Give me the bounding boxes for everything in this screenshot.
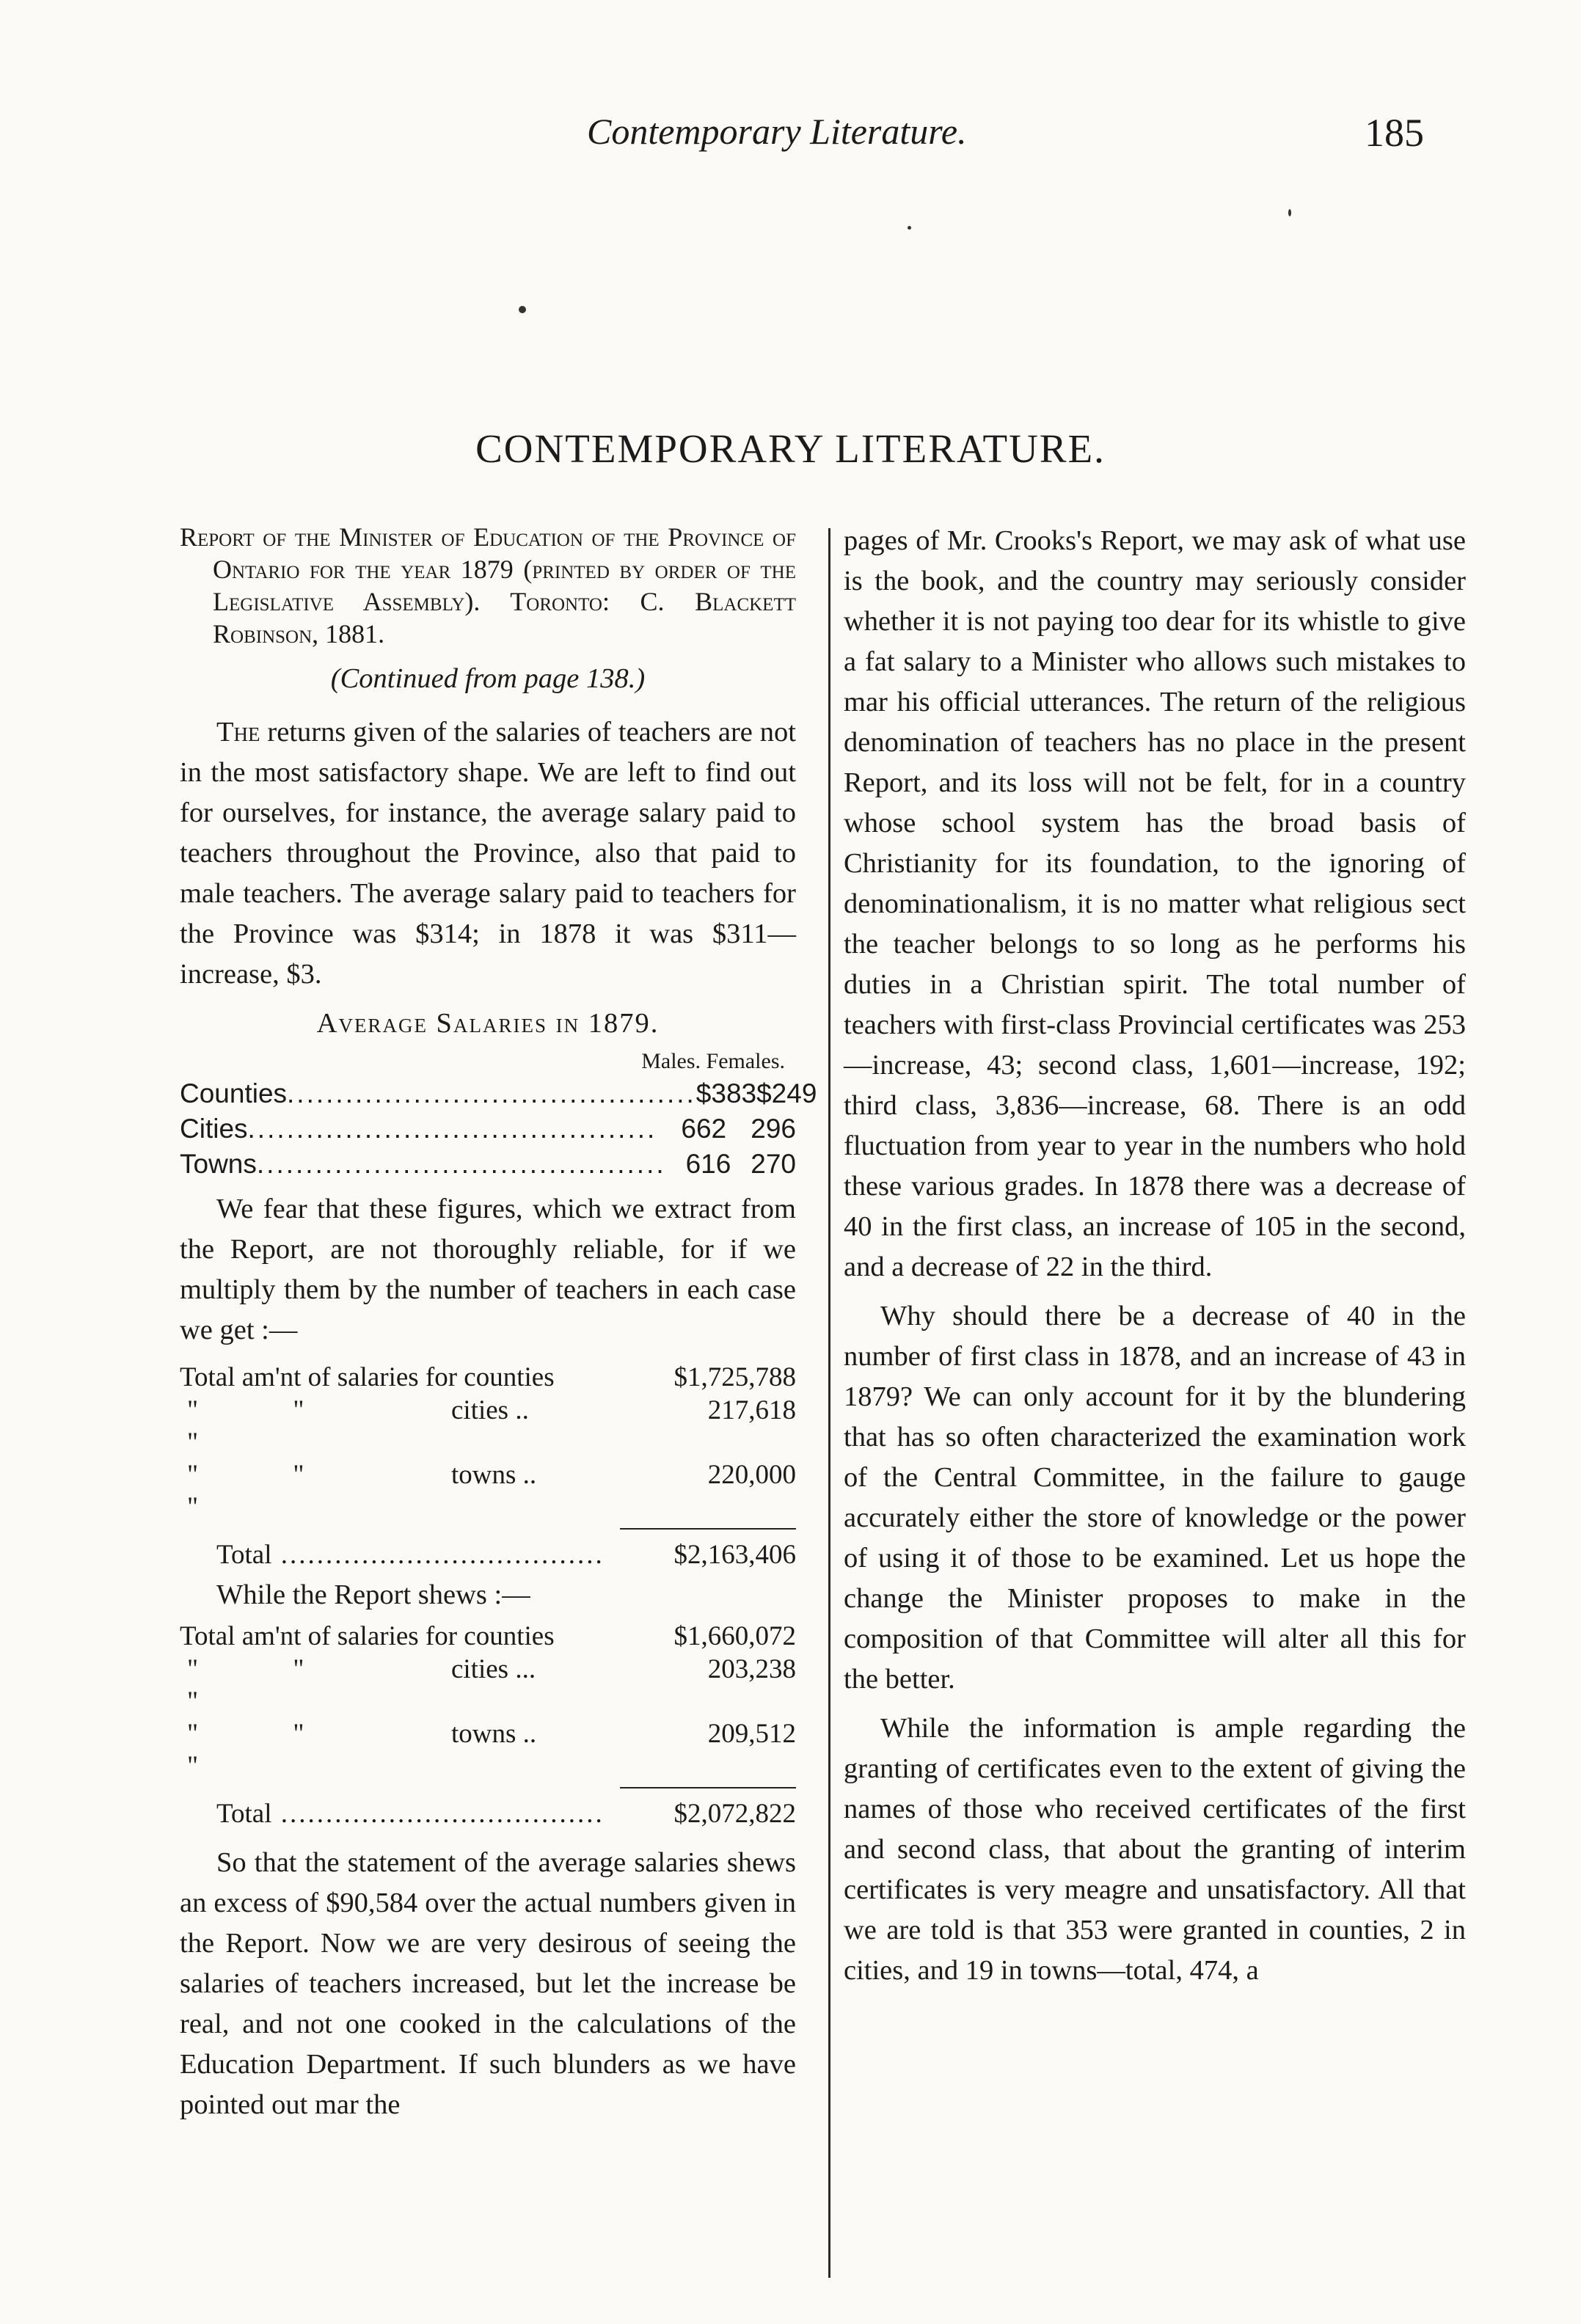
calc-label: cities ...	[451, 1654, 536, 1684]
salary-table	[180, 1076, 817, 1182]
females-value: 270	[751, 1149, 796, 1179]
table-row	[180, 1076, 817, 1111]
paragraph: We fear that these figures, which we extract from the Report, are not thoroughly reliable, for if we multiply them by the number of teachers in each case we get :—	[180, 1194, 796, 1345]
print-speck	[519, 306, 526, 313]
calc-label: towns ..	[451, 1460, 537, 1490]
calc-value: $1,725,788	[673, 1362, 796, 1392]
report-citation: Report of the Minister of Education of the Province of Ontario for the year 1879 (printed by order of the Legislative Assembly). Toronto: C. Blackett Robinson, 1881.	[180, 522, 796, 648]
males-value: $383	[695, 1078, 757, 1108]
total-row	[180, 1794, 796, 1834]
paragraph: While the information is ample regarding the granting of certificates even to the extent of giving the names of those who received certificates of the first and second class, that about the granting of interim certificates is very meagre and unsatisfactory. All that we are told is that 353 were granted in counties, 2 in cities, and 19 in towns—total, 474, a	[844, 1713, 1466, 1986]
total-label: Total	[216, 1540, 272, 1570]
ditto-marks: " " "	[187, 1395, 348, 1458]
total-value: $2,072,822	[673, 1799, 796, 1829]
males-value: 616	[685, 1149, 731, 1179]
leader-dots: ..........................................	[247, 1114, 657, 1144]
leader-dots: ....................................	[271, 1799, 605, 1829]
right-column	[844, 521, 1466, 1991]
calc-row	[180, 1654, 796, 1718]
column-divider	[828, 528, 830, 2278]
total-value: $2,163,406	[673, 1540, 796, 1570]
calc-value: $1,660,072	[673, 1621, 796, 1651]
paragraph-text: returns given of the salaries of teachers are not in the most satisfactory shape. We are left to find out for ourselves, for instance, the average salary paid to teachers throughout the Province, also that paid to male teachers. The average salary paid to teachers for the Province was $314; in 1878 it was $311—increase, $3.	[180, 717, 796, 990]
calc-row	[180, 1620, 796, 1654]
females-value: 296	[751, 1114, 796, 1144]
paragraph: While the Report shews :—	[216, 1579, 530, 1610]
row-label: Counties	[180, 1078, 288, 1108]
calc-row	[180, 1361, 796, 1395]
calc-row	[180, 1395, 796, 1459]
left-column	[180, 521, 817, 2125]
print-speck	[1288, 209, 1291, 216]
total-label: Total	[216, 1799, 272, 1829]
calc-value: 220,000	[707, 1460, 796, 1490]
calc-value: 203,238	[707, 1654, 796, 1684]
paragraph: pages of Mr. Crooks's Report, we may ask of what use is the book, and the country may seriously consider whether it is not paying too dear for its whistle to give a fat salary to a Minister who allows such mistakes to mar his official utterances. The return of the religious denomination of teachers has no place in the present Report, and its loss will not be felt, for in a country whose school system has the broad basis of Christianity for its foundation, to the ignoring of denominationalism, it is no matter what religious sect the teacher belongs to so long as he performs his duties in a Christian spirit. The total number of teachers with first-class Provincial certificates was 253—increase, 43; second class, 1,601—increase, 192; third class, 3,836—increase, 68. There is an odd fluctuation from year to year in the numbers who hold these various grades. In 1878 there was a decrease of 40 in the first class, an increase of 105 in the second, and a decrease of 22 in the third.	[844, 525, 1466, 1282]
paragraph-lead: The	[216, 717, 260, 748]
page-number: 185	[1365, 111, 1424, 155]
calculation-block	[180, 1620, 796, 1834]
calc-value: 209,512	[707, 1719, 796, 1749]
running-title: Contemporary Literature.	[587, 111, 967, 152]
table-row	[180, 1147, 796, 1182]
table-title: Average Salaries in 1879.	[316, 1008, 660, 1039]
leader-dots: ..........................................	[287, 1078, 696, 1108]
ditto-marks: " " "	[187, 1654, 348, 1717]
leader-dots: ..........................................	[256, 1149, 666, 1179]
leader-dots: ....................................	[271, 1540, 605, 1570]
running-header	[0, 110, 1581, 169]
calc-row	[180, 1718, 796, 1783]
calc-label: Total am'nt of salaries for counties	[180, 1362, 555, 1392]
section-title: CONTEMPORARY LITERATURE.	[475, 426, 1106, 471]
row-label: Cities	[180, 1114, 248, 1144]
paragraph	[180, 712, 796, 995]
ditto-marks: " " "	[187, 1719, 348, 1781]
print-speck	[908, 226, 911, 230]
continued-note: (Continued from page 138.)	[330, 663, 646, 694]
females-value: $249	[756, 1078, 817, 1108]
total-row	[180, 1535, 796, 1575]
table-header: Males. Females.	[641, 1049, 785, 1073]
row-label: Towns	[180, 1149, 257, 1179]
sum-rule	[620, 1787, 796, 1788]
calc-label: cities ..	[451, 1395, 529, 1425]
paragraph: So that the statement of the average salaries shews an excess of $90,584 over the actual numbers given in the Report. Now we are very desirous of seeing the salaries of teachers increased, but let the increase be real, and not one cooked in the calculations of the Education Department. If such blunders as we have pointed out mar the	[180, 1847, 796, 2120]
calc-value: 217,618	[707, 1395, 796, 1425]
calc-row	[180, 1459, 796, 1524]
table-row	[180, 1111, 796, 1147]
males-value: 662	[681, 1114, 727, 1144]
paragraph: Why should there be a decrease of 40 in the number of first class in 1878, and an increase of 43 in 1879? We can only account for it by the blundering that has so often characterized the examination work of the Central Committee, in the failure to gauge accurately either the store of knowledge or the power of using it of those to be examined. Let us hope the change the Minister proposes to make in the composition of that Committee will alter all this for the better.	[844, 1301, 1466, 1695]
ditto-marks: " " "	[187, 1460, 348, 1522]
sum-rule	[620, 1528, 796, 1530]
calc-label: Total am'nt of salaries for counties	[180, 1621, 555, 1651]
calc-label: towns ..	[451, 1719, 537, 1749]
calculation-block	[180, 1361, 796, 1575]
